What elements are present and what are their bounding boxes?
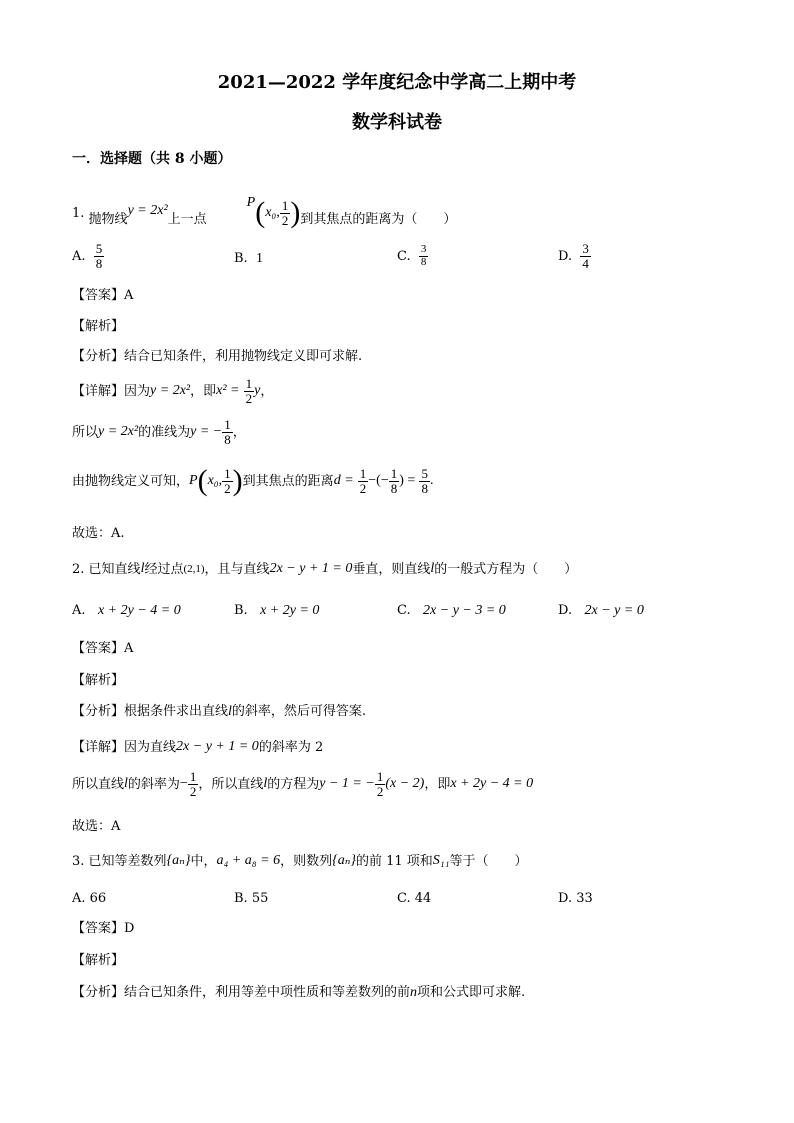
q3-answer: 【答案】D [72,921,135,936]
q1-option-b: B. 1 [234,251,263,266]
q2-option-c: C. 2x − y − 3 = 0 [397,603,506,618]
q1-detail-line2: 所以 y = 2x² 的准线为 y = − $\frac{1}{8}$ ， [72,417,246,447]
q1-text-c: 到其焦点的距离为（ ） [300,211,457,227]
q3-stem: 3. 已知等差数列 {aₙ} 中， a₄ + a₈ = 6 ，则数列 {aₙ} 的前 11 项和 S₁₁ 等于（ ） [72,853,528,869]
q1-conclusion: 故选：A. [72,526,125,541]
q1-point-half: $\frac{1}{2}$ [281,197,289,228]
q2-analysis-tag: 【解析】 [72,673,125,688]
q1-fenxi: 【分析】结合已知条件，利用抛物线定义即可求解. [72,349,363,364]
page-title: 2021—2022 学年度纪念中学高二上期中考 [217,72,577,93]
q1-option-a: A. $\frac{5}{8}$ [72,241,103,271]
page-subtitle: 数学科试卷 [352,112,442,133]
q3-option-c: C. 44 [397,891,432,906]
q1-point-label: P [246,195,256,210]
q2-option-a: A. x + 2y − 4 = 0 [72,603,181,618]
section-heading: 一．选择题（共 8 小题） [72,151,232,167]
q1-text-b: 上一点 [167,211,207,227]
q3-option-b: B. 55 [234,891,269,906]
q1-stem: 1. 抛物线 y = 2x² 上一点 P ( x₀ , $\frac{1}{2}$ ) 到其焦点的距离为（ ） [72,195,457,229]
q2-answer: 【答案】A [72,641,134,656]
q1-point-x0: x₀ [265,205,277,220]
q1-eq: y = 2x² [127,203,168,218]
q1-answer: 【答案】A [72,288,134,303]
q2-conclusion: 故选：A [72,819,121,834]
q2-detail-line2: 所以直线 l 的斜率为 − $\frac{1}{2}$ ，所以直线 l 的方程为 y − 1 = − $\frac{1}{2}$ (x − 2) ，即 x + 2y − 4 = 0 [72,769,534,799]
q1-analysis-tag: 【解析】 [72,319,125,334]
q3-option-a: A. 66 [72,891,107,906]
q3-analysis-tag: 【解析】 [72,953,125,968]
q2-option-b: B. x + 2y = 0 [234,603,320,618]
q1-option-c: C. $\frac{3}{8}$ [397,243,427,268]
q3-option-d: D. 33 [558,891,593,906]
q1-option-d: D. $\frac{3}{4}$ [558,241,589,271]
q3-fenxi: 【分析】结合已知条件，利用等差中项性质和等差数列的前n项和公式即可求解. [72,985,526,1000]
q2-option-d: D. 2x − y = 0 [558,603,644,618]
q1-detail-line3: 由抛物线定义可知， P ( x₀ , $\frac{1}{2}$ ) 到其焦点的距离 d = $\frac{1}{2}$ −(− $\frac{1}{8}$ ) = $\frac{5}{8}$ . [72,464,434,497]
q2-detail-line1: 【详解】 因为直线 2x − y + 1 = 0 的斜率为 2 [72,739,324,755]
q2-fenxi: 【分析】根据条件求出直线l的斜率，然后可得答案. [72,704,367,719]
q2-stem: 2. 已知直线 l 经过点 (2,1) ，且与直线 2x − y + 1 = 0 垂直，则直线 l 的一般式方程为（ ） [72,561,578,577]
q1-text-a: 抛物线 [88,211,128,227]
q1-number: 1. [72,205,85,221]
q1-detail-line1: 【详解】 因为 y = 2x² ，即 x² = $\frac{1}{2}$ y ， [72,376,274,406]
